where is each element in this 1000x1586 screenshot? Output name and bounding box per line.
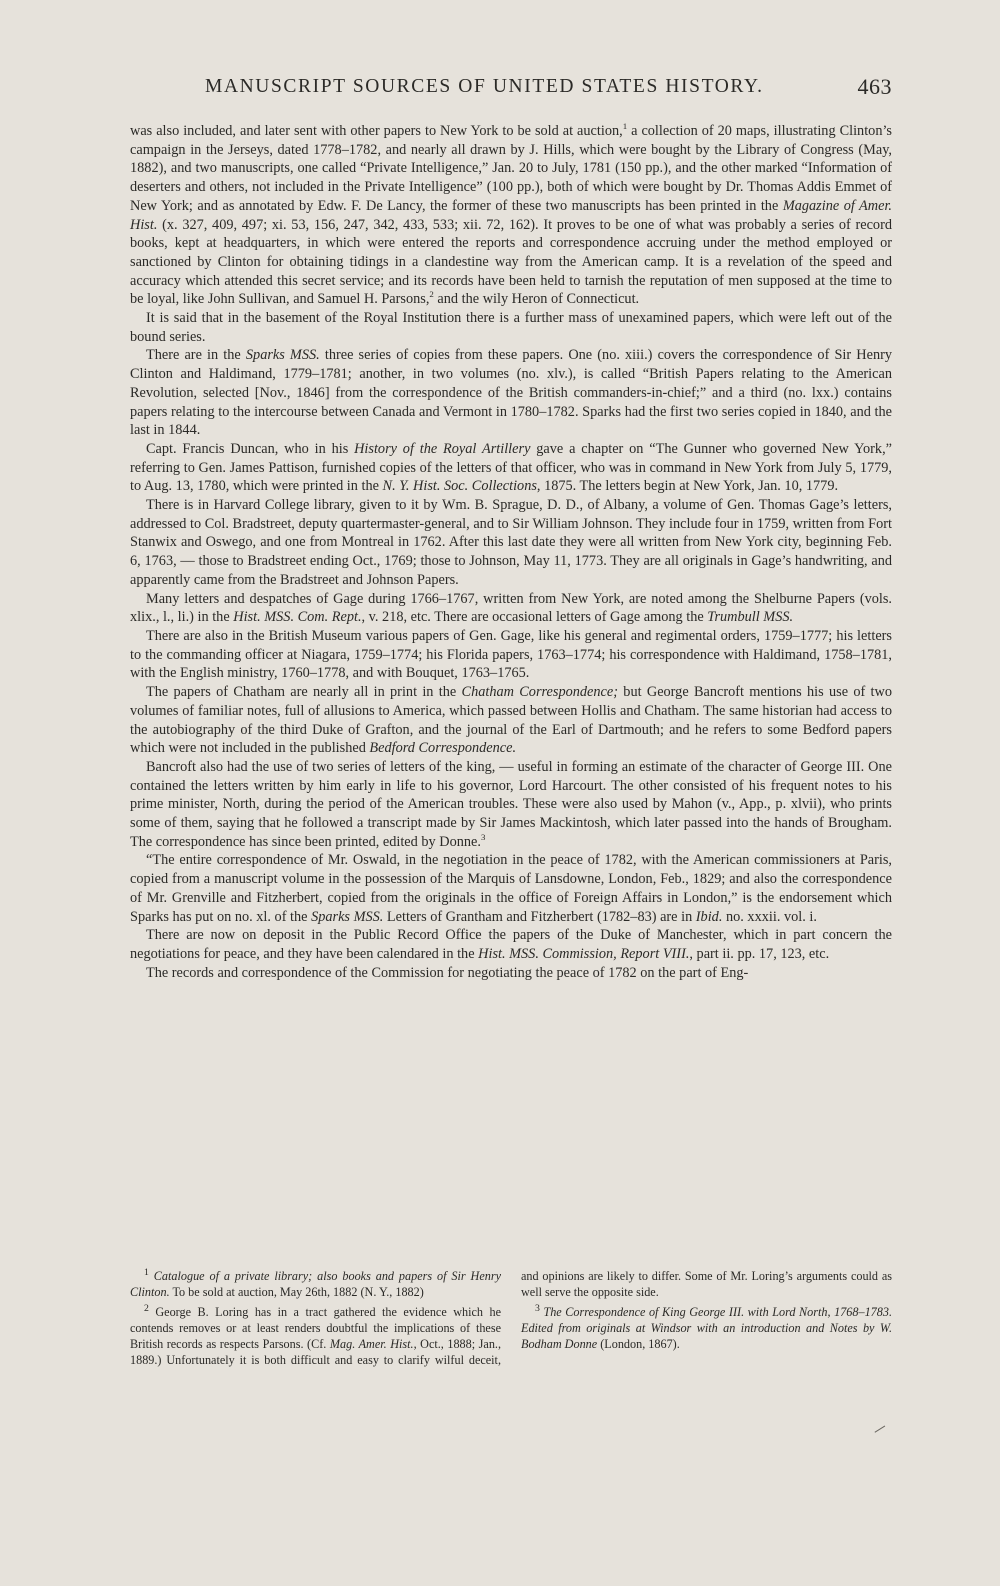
paragraph-4: Capt. Francis Duncan, who in his History of the Royal Artillery gave a chapter on “The Gunner who governed New York,” referring to Gen. James Pattison, furnished copies of the letters of that officer, who was in command in New York from July 5, 1779, to Aug. 13, 1780, which were printed in the N. Y. Hist. Soc. Collections, 1875. The letters begin at New York, Jan. 10, 1779. [130,440,892,495]
paragraph-7: There are also in the British Museum various papers of Gen. Gage, like his general and regimental orders, 1759–1777; his letters to the commanding officer at Niagara, 1759–1774; his Florida papers, 1763–1774; his correspondence with Haldimand, 1758–1781, with the English ministry, 1760–1778, and with Bouquet, 1763–1765. [130,627,892,682]
paragraph-12: The records and correspondence of the Commission for negotiating the peace of 1782 on the part of Eng- [146,964,749,981]
paragraph-10: “The entire correspondence of Mr. Oswald, in the negotiation in the peace of 1782, with the American commissioners at Paris, copied from a manuscript volume in the possession of the Marquis of Lansdowne, London, Feb., 1829; and also the correspondence of Mr. Grenville and Fitzherbert, copied from the originals in the office of Foreign Affairs in London,” is the endorsement which Sparks has put on no. xl. of the Sparks MSS. Letters of Grantham and Fitzherbert (1782–83) are in Ibid. no. xxxii. vol. i. [130,852,892,925]
footnote-1: $^1$ Catalogue of a private library; also books and papers of Sir Henry Clinton. To be sold at auction, May 26th, 1882 (N. Y., 1882) [130,1266,502,1299]
footnote-ref-3[interactable]: 3 [480,831,486,842]
paragraph-1: was also included, and later sent with other papers to New York to be sold at auction,$^1$ a collection of 20 maps, illustrating Clinton’s campaign in the Jerseys, dated 1778–1782, and nearly all drawn by J. Hills, which were bought by the Library of Congress (May, 1882), and two manuscripts, one called “Private Intelligence,” Jan. 20 to July, 1781 (150 pp.), and the other marked “Information of deserters and others, not included in the Private Intelligence” (100 pp.), both of which were bought by Dr. Thomas Addis Emmet of New York; and as annotated by Edw. F. De Lancy, the former of these two manuscripts has been printed in the Magazine of Amer. Hist. (x. 327, 409, 497; xi. 53, 156, 247, 342, 433, 533; xii. 72, 162). It proves to be one of what was probably a series of record books, kept at headquarters, in which were entered the reports and correspondence accruing under the method employed or sanctioned by Clinton for obtaining tidings in a clandestine way from the American camp. It is a revelation of the speed and accuracy which attended this secret service; and its records have been held to tarnish the reputation of men supposed at the time to be loyal, like John Sullivan, and Samuel H. Parsons,$^2$ and the wily Heron of Connecticut. [130,121,893,308]
page-mark [875,1426,890,1440]
paragraph-9: Bancroft also had the use of two series of letters of the king, — useful in forming an estimate of the character of George III. One contained the letters written by him early in life to his governor, Lord Harcourt. The other consisted of his frequent notes to his prime minister, North, during the period of the American troubles. These were also used by Mahon (v., App., p. xlvii), who prints some of them, saying that he followed a transcript made by Sir James Mackintosh, which later passed into the hands of Brougham. The correspondence has since been printed, edited by Donne.$^3$ [130,758,892,850]
footnote-2: $^2$ George B. Loring has in a tract gathered the evidence which he contends removes or at least renders doubtful the implications of these British records as respects Parsons. (Cf. Mag. Amer. Hist., Oct., 1888; Jan., 1889.) Unfortunately it is both difficult and easy to clarify wilful deceit, and opinions are likely to differ. Some of Mr. Loring’s arguments could as well serve the opposite side. [130,1269,892,1367]
footnote-ref-1[interactable]: 1 [622,121,628,132]
footnote-ref-2[interactable]: 2 [429,289,434,300]
footnotes [130,1268,892,1368]
paragraph-6: Many letters and despatches of Gage during 1766–1767, written from New York, are noted among the Shelburne Papers (vols. xlix., l., li.) in the Hist. MSS. Com. Rept., v. 218, etc. There are occasional letters of Gage among the Trumbull MSS. [130,590,892,626]
paragraph-3: There are in the Sparks MSS. three series of copies from these papers. One (no. xiii.) covers the correspondence of Sir Henry Clinton and Haldimand, 1779–1781; another, in two volumes (no. xlv.), is called “British Papers relating to the American Revolution, selected [Nov., 1846] from the correspondence of the British commanders-in-chief;” and a third (no. lxx.) contains papers relating to the intercourse between Canada and Vermont in 1780–1782. Sparks had the first two series copied in 1840, and the last in 1844. [130,347,892,439]
page-number: 463 [857,74,892,99]
running-title: MANUSCRIPT SOURCES OF UNITED STATES HISTORY. [205,76,764,97]
paragraph-5: There is in Harvard College library, given to it by Wm. B. Sprague, D. D., of Albany, a volume of Gen. Thomas Gage’s letters, addressed to Col. Bradstreet, deputy quartermaster-general, and to Sir William Johnson. They include four in 1759, written from Fort Stanwix and Oswego, and one from Montreal in 1762. After this last date they were all written from New York city, beginning Feb. 6, 1763, — those to Bradstreet ending Oct., 1769; those to Johnson, May 11, 1773. They are all originals in Gage’s handwriting, and apparently came from the Bradstreet and Johnson Papers. [130,497,892,588]
body-text [130,122,892,982]
page-header [130,72,900,112]
paragraph-2: It is said that in the basement of the Royal Institution there is a further mass of unexamined papers, which were left out of the bound series. [130,310,892,345]
footnote-3: $^3$ The Correspondence of King George III. with Lord North, 1768–1783. Edited from originals at Windsor with an introduction and Notes by W. Bodham Donne (London, 1867). [521,1302,892,1351]
paragraph-11: There are now on deposit in the Public Record Office the papers of the Duke of Manchester, which in part concern the negotiations for peace, and they have been calendared in the Hist. MSS. Commission, Report VIII., part ii. pp. 17, 123, etc. [130,927,892,962]
paragraph-8: The papers of Chatham are nearly all in print in the Chatham Correspondence; but George Bancroft mentions his use of two volumes of familiar notes, full of allusions to America, which passed between Hollis and Chatham. The same historian had access to the autobiography of the third Duke of Grafton, and the journal of the Earl of Dartmouth; and he refers to some Bedford papers which were not included in the published Bedford Correspondence. [130,684,893,757]
